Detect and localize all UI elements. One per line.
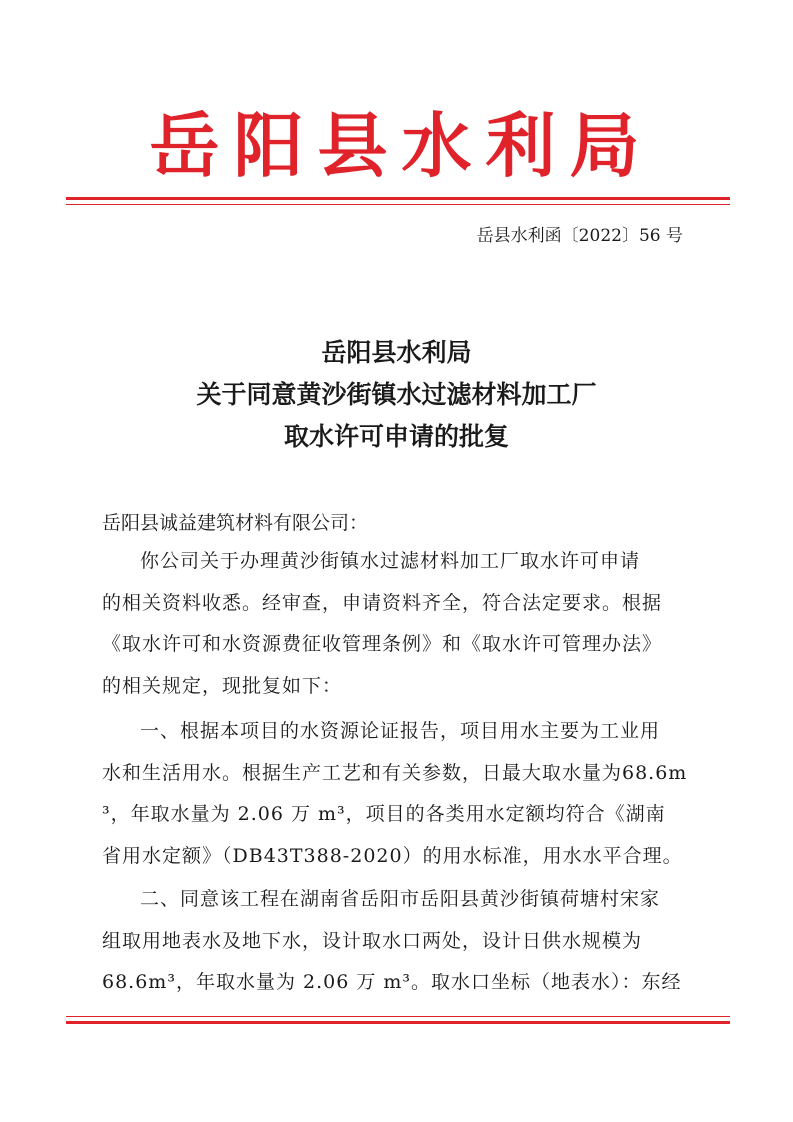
header-rule-thin bbox=[66, 204, 730, 205]
paragraph-2 bbox=[102, 713, 694, 879]
paragraph-line: ³，年取水量为 2.06 万 m³，项目的各类用水定额均符合《湖南 bbox=[102, 803, 666, 825]
paragraph-line: 的相关资料收悉。经审查，申请资料齐全，符合法定要求。根据 bbox=[102, 591, 663, 614]
addressee: 岳阳县诚益建筑材料有限公司： bbox=[102, 512, 369, 534]
title-line-3: 取水许可申请的批复 bbox=[283, 422, 509, 451]
paragraph-line: 你公司关于办理黄沙街镇水过滤材料加工厂取水许可申请 bbox=[140, 550, 641, 572]
paragraph-line: 二、同意该工程在湖南省岳阳市岳阳县黄沙街镇荷塘村宋家 bbox=[140, 888, 661, 910]
paragraph-line: 68.6m³，年取水量为 2.06 万 m³。取水口坐标（地表水）：东经 bbox=[102, 971, 682, 993]
title-line-2: 关于同意黄沙街镇水过滤材料加工厂 bbox=[196, 380, 597, 409]
header-rule-thick bbox=[66, 197, 730, 200]
agency-header: 岳阳县水利局 bbox=[149, 104, 654, 187]
footer-rule-thin bbox=[66, 1016, 730, 1017]
paragraph-1 bbox=[102, 543, 694, 709]
paragraph-line: 组取用地表水及地下水，设计取水口两处，设计日供水规模为 bbox=[102, 929, 643, 952]
footer-rule-thick bbox=[66, 1021, 730, 1024]
paragraph-line: 一、根据本项目的水资源论证报告，项目用水主要为工业用 bbox=[140, 720, 661, 742]
document-number: 岳县水利函〔2022〕56 号 bbox=[476, 226, 683, 246]
paragraph-line: 省用水定额》（DB43T388-2020）的用水标准，用水水平合理。 bbox=[102, 844, 683, 867]
paragraph-3 bbox=[102, 881, 694, 1006]
paragraph-line: 水和生活用水。根据生产工艺和有关参数，日最大取水量为68.6m bbox=[102, 761, 688, 784]
title-line-1: 岳阳县水利局 bbox=[321, 338, 472, 367]
paragraph-line: 的相关规定，现批复如下： bbox=[102, 674, 343, 697]
paragraph-line: 《取水许可和水资源费征收管理条例》和《取水许可管理办法》 bbox=[102, 633, 663, 655]
